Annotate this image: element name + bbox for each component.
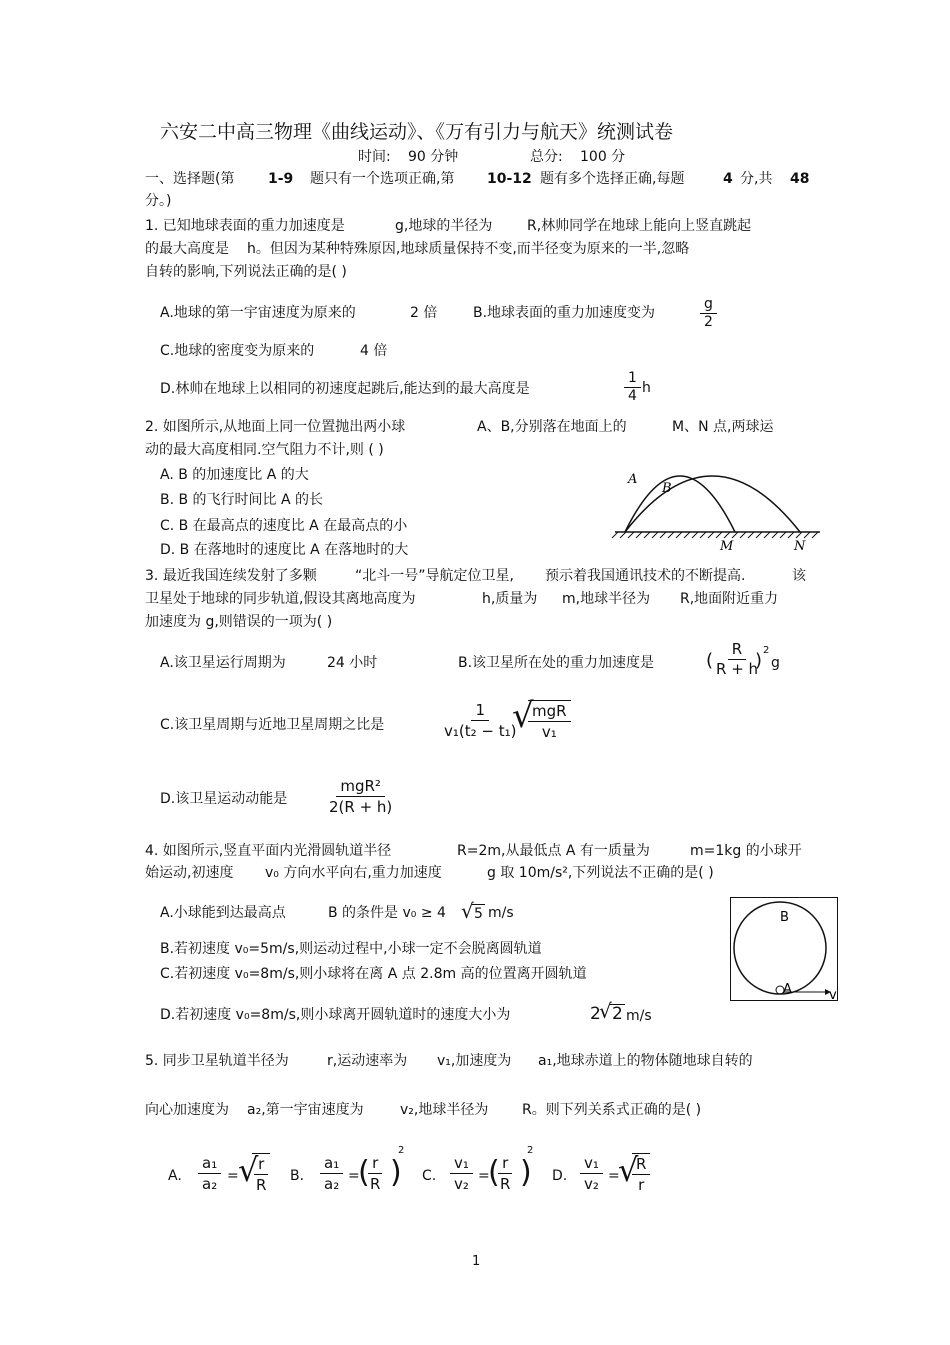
instr-p7: 分,共: [740, 171, 773, 187]
page-number: 1: [472, 1254, 481, 1269]
q5-b-lparen: (: [358, 1155, 370, 1190]
q5-line1a: 5. 同步卫星轨道半径为: [145, 1053, 289, 1069]
q4-d-radicand: 2: [612, 1004, 623, 1024]
q4-line2a: 始运动,初速度: [145, 865, 234, 881]
q5-d-left: [580, 1153, 603, 1194]
q5-b-left: [320, 1153, 343, 1194]
q1-line1c: R,林帅同学在地球上能向上竖直跳起: [527, 218, 752, 234]
q5-line2c: v₂,地球半径为: [400, 1102, 489, 1118]
q4-a-unit: m/s: [488, 905, 514, 921]
q1-option-a-value: 2 倍: [410, 305, 438, 321]
instr-p6: 4: [723, 171, 733, 187]
q5-d-left-den: v₂: [584, 1175, 599, 1193]
page-title: 六安二中高三物理《曲线运动》、《万有引力与航天》统测试卷: [160, 121, 674, 143]
q5-option-c: C.: [422, 1168, 437, 1184]
q5-b-right-num: r: [368, 1153, 382, 1174]
label-b: B: [662, 481, 672, 496]
q4-option-a-cond: B 的条件是 v₀ ≥ 4: [328, 905, 446, 921]
q5-a-right-den: R: [256, 1176, 267, 1194]
q5-a-left-den: a₂: [202, 1175, 218, 1193]
q1-option-d-fraction: [624, 370, 641, 405]
q1-option-c-value: 4 倍: [360, 343, 388, 359]
q1-d-numerator: 1: [624, 370, 641, 388]
q5-c-exponent: 2: [527, 1145, 534, 1156]
q3-c-root-numerator: mgR: [528, 701, 571, 722]
q5-option-a: A.: [168, 1168, 182, 1184]
q3-b-denominator: R + h: [716, 660, 759, 678]
q5-line1b: r,运动速率为: [327, 1053, 408, 1069]
trajectory-b: [625, 476, 800, 532]
q5-c-equals: =: [478, 1168, 490, 1184]
q4-line1b: R=2m,从最低点 A 有一质量为: [457, 843, 650, 859]
circular-track-diagram: [730, 897, 840, 1003]
q1-line2a: 的最大高度是: [145, 241, 229, 257]
instr-p3: 题只有一个选项正确,第: [310, 171, 455, 187]
q3-option-a: A.该卫星运行周期为: [160, 655, 286, 671]
q1-b-numerator: g: [700, 296, 717, 314]
q3-line2d: R,地面附近重力: [680, 591, 779, 607]
q5-d-left-num: v₁: [580, 1153, 603, 1174]
q5-option-d: D.: [552, 1168, 568, 1184]
point-a-label: A: [783, 982, 792, 997]
q3-b-exponent: 2: [763, 645, 770, 656]
q3-b-rparen: ): [755, 650, 763, 671]
q3-d-denominator: 2(R + h): [329, 798, 393, 816]
q5-d-right-den: r: [638, 1176, 645, 1194]
instr-p8: 48: [790, 171, 810, 187]
q3-line3: 加速度为 g,则错误的一项为( ): [145, 614, 333, 630]
q3-option-d: D.该卫星运动动能是: [160, 791, 288, 807]
q4-line1a: 4. 如图所示,竖直平面内光滑圆轨道半径: [145, 843, 392, 859]
q1-line3: 自转的影响,下列说法正确的是( ): [145, 264, 347, 280]
q1-line2b: h。但因为某种特殊原因,地球质量保持不变,而半径变为原来的一半,忽略: [247, 241, 690, 257]
q4-line2b: v₀ 方向水平向右,重力加速度: [265, 865, 442, 881]
q5-c-left-num: v₁: [450, 1153, 473, 1174]
q1-option-b: B.地球表面的重力加速度变为: [473, 305, 656, 321]
q5-b-exponent: 2: [398, 1145, 405, 1156]
q3-line2c: m,地球半径为: [562, 591, 651, 607]
q2-line1c: M、N 点,两球运: [672, 419, 774, 435]
q5-b-right: [366, 1153, 384, 1194]
instr-p1: 一、选择题(第: [145, 171, 235, 187]
q5-c-left: [450, 1153, 473, 1194]
q2-line1a: 2. 如图所示,从地面上同一位置抛出两小球: [145, 419, 406, 435]
q5-d-radical: √: [618, 1151, 639, 1189]
q1-line1a: 1. 已知地球表面的重力加速度是: [145, 218, 345, 234]
q5-d-equals: =: [608, 1168, 620, 1184]
q5-line2b: a₂,第一宇宙速度为: [247, 1102, 364, 1118]
q1-option-b-fraction: [700, 296, 717, 331]
q5-c-right: [496, 1153, 514, 1194]
q3-line1b: “北斗一号”导航定位卫星,: [355, 568, 514, 584]
label-n: N: [794, 539, 806, 554]
q5-line1d: a₁,地球赤道上的物体随地球自转的: [538, 1053, 753, 1069]
q5-a-left: [198, 1153, 221, 1194]
q5-b-equals: =: [348, 1168, 360, 1184]
q5-line1c: v₁,加速度为: [437, 1053, 512, 1069]
q4-option-c: C.若初速度 v₀=8m/s,则小球将在离 A 点 2.8m 高的位置离开圆轨道: [160, 966, 587, 982]
q5-a-radical: √: [238, 1151, 259, 1189]
q5-b-left-den: a₂: [324, 1175, 340, 1193]
q3-line1c: 预示着我国通讯技术的不断提高.: [545, 568, 746, 584]
instr-p9: 分。): [145, 193, 172, 209]
label-a: A: [628, 472, 638, 487]
q3-c-radical: √: [512, 696, 534, 736]
q5-c-right-den: R: [500, 1175, 511, 1193]
q5-b-left-num: a₁: [320, 1153, 343, 1174]
q5-line2a: 向心加速度为: [145, 1102, 229, 1118]
velocity-label: v: [829, 988, 837, 1003]
instr-p4: 10-12: [487, 171, 532, 187]
q1-option-d: D.林帅在地球上以相同的初速度起跳后,能达到的最大高度是: [160, 381, 530, 397]
q5-line2d: R。则下列关系式正确的是( ): [522, 1102, 702, 1118]
q4-a-radical: √: [461, 899, 474, 923]
q3-option-a-value: 24 小时: [327, 655, 378, 671]
q1-option-a: A.地球的第一宇宙速度为原来的: [160, 305, 356, 321]
instr-p5: 题有多个选择正确,每题: [540, 171, 685, 187]
time-value: 90 分钟: [408, 149, 459, 165]
q3-b-numerator: R: [728, 640, 746, 660]
q3-option-c-fraction: [440, 700, 521, 741]
q4-a-radicand: 5: [474, 906, 483, 922]
q3-b-g: g: [771, 655, 780, 671]
q4-option-a: A.小球能到达最高点: [160, 905, 286, 921]
q3-line1d: 该: [792, 568, 806, 584]
q4-option-d: D.若初速度 v₀=8m/s,则小球离开圆轨道时的速度大小为: [160, 1007, 511, 1023]
q3-d-numerator: mgR²: [336, 776, 385, 797]
q1-d-h: h: [642, 380, 651, 396]
q2-option-b: B. B 的飞行时间比 A 的长: [160, 492, 324, 508]
q5-c-rparen: ): [520, 1155, 532, 1190]
q5-b-right-den: R: [370, 1175, 381, 1193]
q3-line2b: h,质量为: [482, 591, 538, 607]
label-m: M: [720, 539, 734, 554]
q3-option-b: B.该卫星所在处的重力加速度是: [458, 655, 655, 671]
q1-d-denominator: 4: [628, 388, 637, 404]
q4-option-b: B.若初速度 v₀=5m/s,则运动过程中,小球一定不会脱离圆轨道: [160, 941, 542, 957]
q3-option-c: C.该卫星周期与近地卫星周期之比是: [160, 717, 385, 733]
q5-b-rparen: ): [390, 1155, 402, 1190]
q2-line2: 动的最大高度相同.空气阻力不计,则 ( ): [145, 442, 384, 458]
score-label: 总分:: [530, 149, 563, 165]
q4-d-radical: √: [599, 999, 612, 1023]
score-value: 100 分: [580, 149, 626, 165]
q4-line1c: m=1kg 的小球开: [690, 843, 802, 859]
q4-d-unit: m/s: [626, 1008, 652, 1024]
q5-c-right-num: r: [498, 1153, 512, 1174]
projectile-diagram: [610, 450, 825, 555]
ground-hatching: [612, 532, 818, 538]
q5-a-right: [252, 1153, 270, 1195]
q5-a-left-num: a₁: [198, 1153, 221, 1174]
q3-c-root-fraction: [528, 700, 571, 742]
q5-d-right: [632, 1153, 650, 1195]
q5-c-left-den: v₂: [454, 1175, 469, 1193]
instr-p2: 1-9: [268, 171, 294, 187]
time-label: 时间:: [358, 149, 391, 165]
q5-a-equals: =: [227, 1168, 239, 1184]
q3-c-root-denominator: v₁: [541, 723, 557, 741]
q2-option-c: C. B 在最高点的速度比 A 在最高点的小: [160, 518, 408, 534]
q2-option-d: D. B 在落地时的速度比 A 在落地时的大: [160, 542, 409, 558]
q5-c-lparen: (: [488, 1155, 500, 1190]
q5-d-right-num: R: [632, 1154, 650, 1175]
q3-line1a: 3. 最近我国连续发射了多颗: [145, 568, 317, 584]
q3-c-denominator: v₁(t₂ − t₁): [444, 722, 517, 740]
q1-b-denominator: 2: [704, 314, 713, 330]
q1-option-c: C.地球的密度变为原来的: [160, 343, 315, 359]
q5-option-b: B.: [290, 1168, 305, 1184]
q2-option-a: A. B 的加速度比 A 的大: [160, 467, 309, 483]
point-b-label: B: [780, 910, 789, 925]
q3-c-numerator: 1: [471, 700, 489, 721]
q3-line2a: 卫星处于地球的同步轨道,假设其离地高度为: [145, 591, 416, 607]
q3-option-d-fraction: [325, 776, 396, 817]
q4-d-coef: 2: [590, 1004, 601, 1024]
q1-line1b: g,地球的半径为: [395, 218, 493, 234]
q2-line1b: A、B,分别落在地面上的: [477, 419, 627, 435]
q3-b-lparen: (: [706, 650, 714, 671]
q4-line2c: g 取 10m/s²,下列说法不正确的是( ): [487, 865, 714, 881]
q5-a-right-num: r: [254, 1154, 268, 1175]
